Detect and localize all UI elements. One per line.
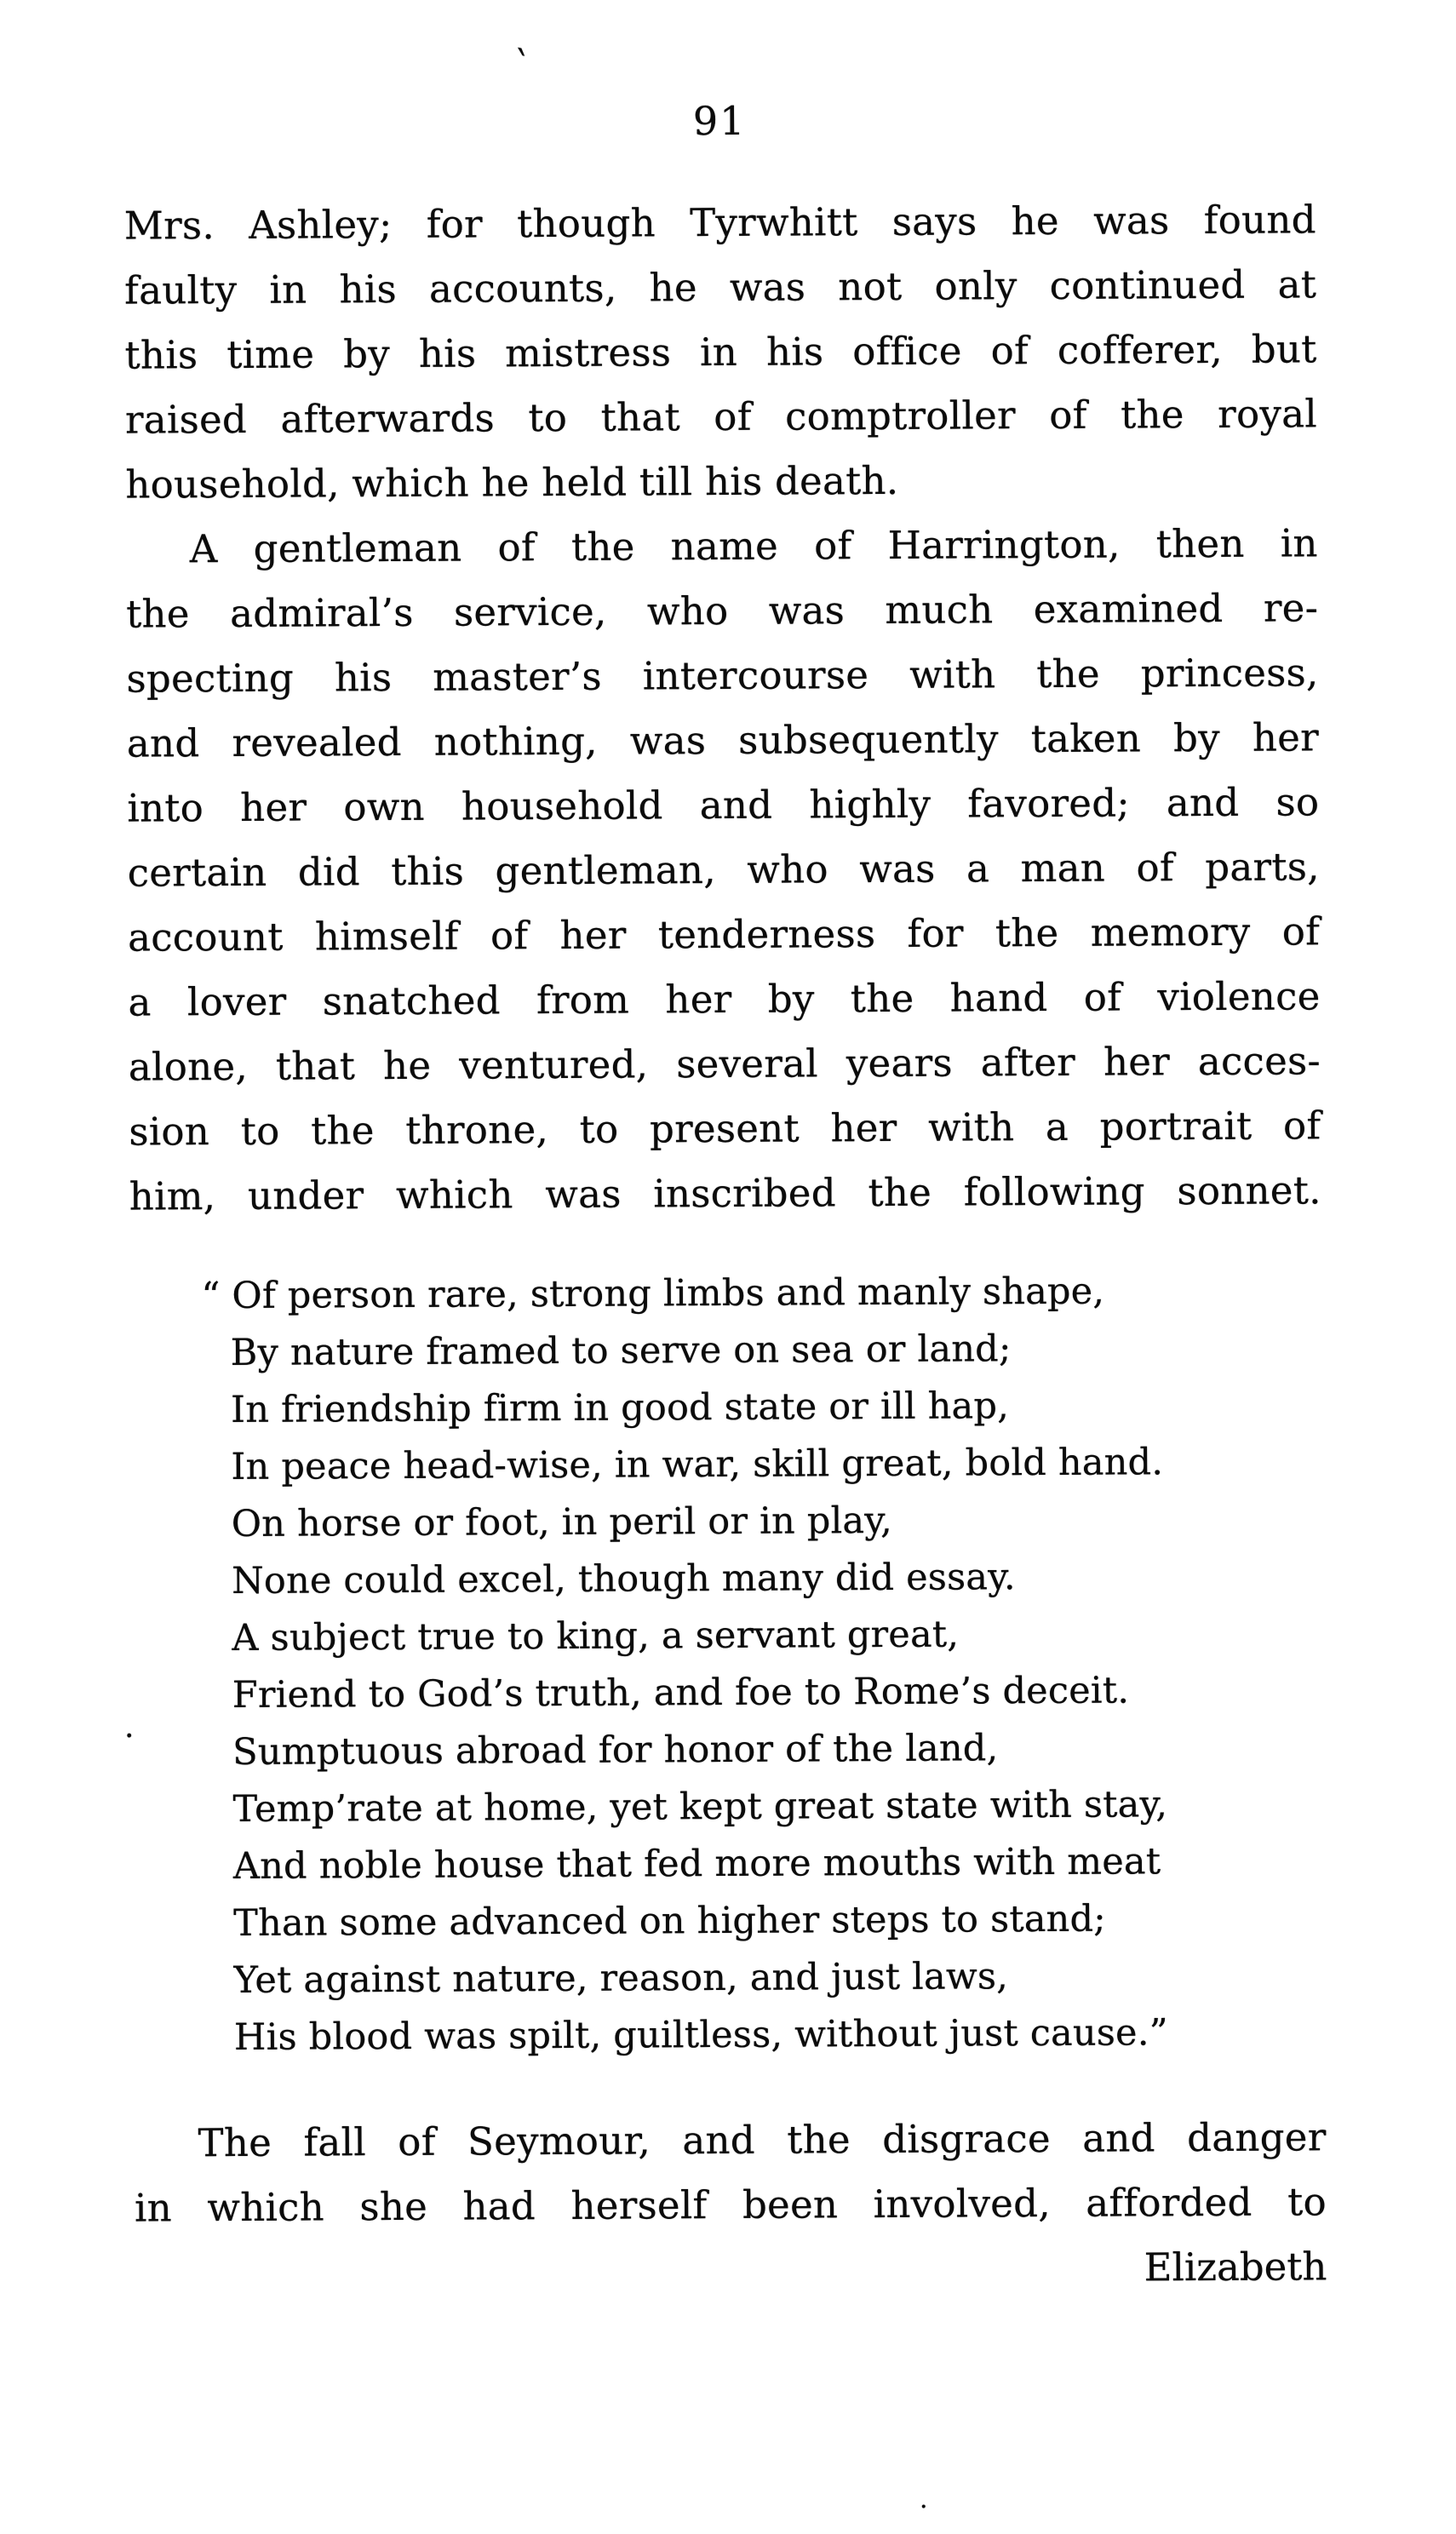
text-line: raised afterwards to that of comptroller of the royal	[124, 391, 1318, 443]
sonnet-line: Friend to God’s truth, and foe to Rome’s deceit.	[232, 1669, 1130, 1717]
text-line: sion to the throne, to present her with a portrait of	[129, 1103, 1321, 1155]
sonnet-line: A subject true to king, a servant great,	[232, 1613, 960, 1660]
sonnet-line: His blood was spilt, guiltless, without just cause.”	[233, 2011, 1168, 2060]
text-line: The fall of Seymour, and the disgrace and danger	[198, 2114, 1327, 2166]
sonnet-line: Sumptuous abroad for honor of the land,	[232, 1727, 999, 1774]
scan-speck: .	[124, 1710, 135, 1745]
text-line: alone, that he ventured, several years after her acces-	[128, 1038, 1321, 1090]
text-line: into her own household and highly favored; and so	[127, 779, 1320, 831]
text-line: a lover snatched from her by the hand of violence	[128, 973, 1321, 1025]
sonnet-line: None could excel, though many did essay.	[231, 1556, 1016, 1603]
text-line: faulty in his accounts, he was not only continued at	[124, 261, 1317, 313]
sonnet-block	[201, 1262, 1326, 2067]
sonnet-line: “ Of person rare, strong limbs and manly shape,	[201, 1270, 1105, 1318]
catchword-row	[135, 2234, 1327, 2305]
text-line: the admiral’s service, who was much examined re-	[126, 585, 1319, 637]
text-line: account himself of her tenderness for the memory of	[128, 909, 1321, 960]
sonnet-line: In peace head-wise, in war, skill great, bold hand.	[231, 1441, 1164, 1489]
text-line: certain did this gentleman, who was a man of parts,	[127, 844, 1320, 896]
page-content	[123, 92, 1327, 2305]
scan-speck: .	[920, 2485, 928, 2514]
text-line: specting his master’s intercourse with the princess,	[126, 650, 1319, 702]
text-line: him, under which was inscribed the following sonnet.	[129, 1167, 1321, 1219]
text-line: this time by his mistress in his office of cofferer, but	[124, 326, 1317, 378]
text-line: and revealed nothing, was subsequently taken by her	[126, 714, 1320, 766]
paragraph-1	[124, 187, 1318, 517]
text-line: A gentleman of the name of Harrington, then in	[189, 520, 1318, 572]
page-number: 91	[692, 97, 747, 145]
catchword: Elizabeth	[1144, 2244, 1327, 2290]
paragraph-2	[126, 511, 1321, 1229]
scan-artifact-mark: `	[506, 43, 535, 89]
sonnet-line: Yet against nature, reason, and just laws,	[233, 1955, 1009, 2003]
sonnet-line: Temp’rate at home, yet kept great state with stay,	[232, 1783, 1168, 1832]
text-line: household, which he held till his death.	[125, 457, 899, 507]
sonnet-line: In friendship firm in good state or ill hap,	[230, 1385, 1010, 1432]
sonnet-line: Than some advanced on higher steps to stand;	[233, 1897, 1107, 1946]
sonnet-line: On horse or foot, in peril or in play,	[231, 1499, 893, 1546]
sonnet-line: And noble house that fed more mouths with meat	[232, 1840, 1161, 1889]
text-line: in which she had herself been involved, afforded to	[134, 2179, 1327, 2231]
text-line: Mrs. Ashley; for though Tyrwhitt says he was found	[123, 197, 1316, 249]
closing-paragraph	[134, 2105, 1327, 2240]
sonnet-line: By nature framed to serve on sea or land;	[230, 1327, 1012, 1375]
